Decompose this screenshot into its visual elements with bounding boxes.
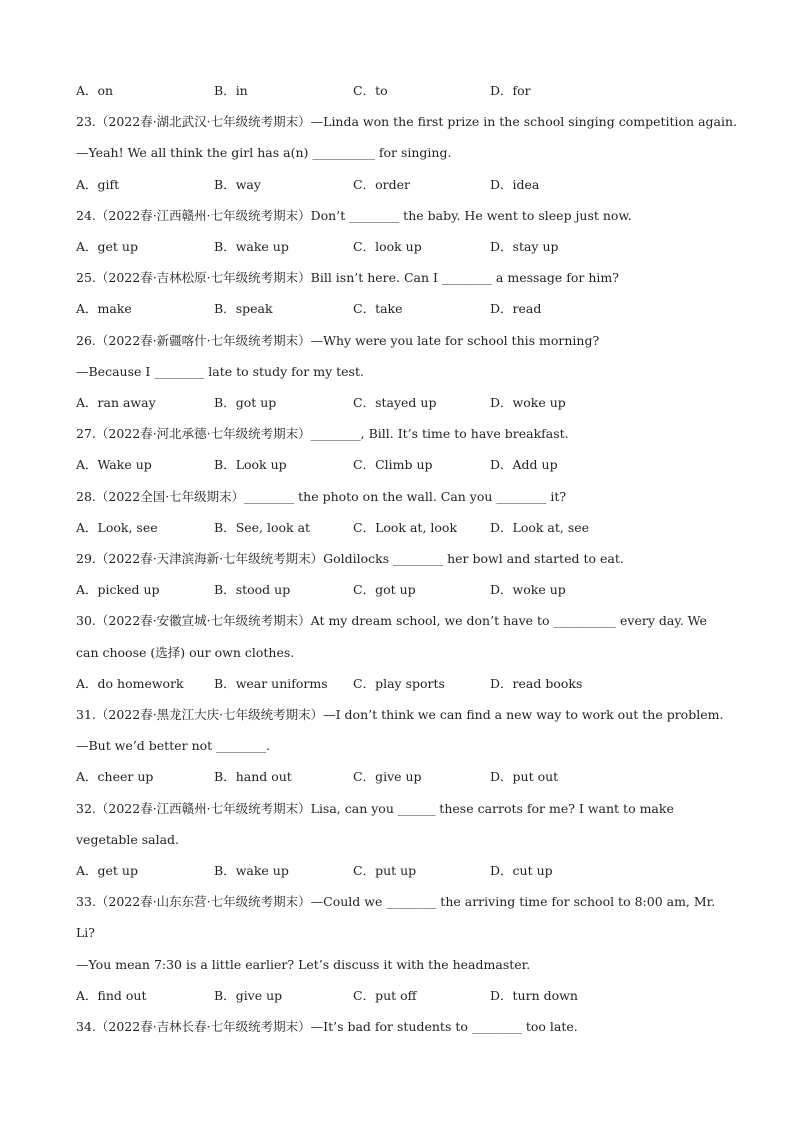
option-letter: A．	[76, 863, 98, 878]
option-letter: A．	[76, 519, 98, 535]
option-letter: C．	[353, 987, 376, 1003]
option-b	[214, 767, 292, 787]
option-b	[214, 580, 290, 600]
question-text: 31.（2022春·黑龙江大庆·七年级统考期末）—I don’t think we can find a new way to work out the problem.	[76, 707, 724, 722]
option-text: wake up	[235, 863, 289, 878]
option-c	[353, 81, 388, 101]
option-b	[214, 81, 248, 101]
question-text: 33.（2022春·山东东营·七年级统考期末）—Could we ________ the arriving time for school to 8:00 am, Mr.	[76, 894, 716, 910]
option-text: gift	[97, 176, 120, 192]
option-b	[214, 175, 261, 195]
option-letter: D．	[490, 675, 513, 691]
option-text: give up	[235, 987, 283, 1003]
question-stem	[76, 268, 726, 288]
question-text: 32.（2022春·江西赣州·七年级统考期末）Lisa, can you ______ these carrots for me? I want to make	[76, 800, 674, 816]
question-text: 23.（2022春·湖北武汉·七年级统考期末）—Linda won the first prize in the school singing competition again.	[76, 114, 738, 130]
option-c	[353, 861, 416, 881]
answer-options	[76, 986, 726, 1006]
question-stem	[76, 424, 726, 444]
option-text: Look at, see	[512, 519, 590, 535]
option-letter: C．	[353, 301, 376, 317]
option-text: wake up	[235, 239, 289, 254]
option-text: look up	[375, 239, 422, 254]
option-c	[353, 986, 417, 1006]
option-text: Look, see	[97, 519, 158, 535]
option-letter: B．	[214, 769, 236, 785]
question-text: 29.（2022春·天津滨海新·七年级统考期末）Goldilocks ________ her bowl and started to eat.	[76, 551, 624, 566]
question-text: 26.（2022春·新疆喀什·七年级统考期末）—Why were you late for school this morning?	[76, 332, 600, 348]
option-text: picked up	[97, 582, 160, 598]
answer-options	[76, 81, 726, 101]
option-letter: D．	[490, 395, 513, 410]
option-d	[490, 299, 541, 319]
option-c	[353, 393, 436, 413]
option-c	[353, 767, 422, 787]
answer-options	[76, 674, 726, 694]
option-letter: A．	[76, 987, 98, 1003]
option-text: put off	[375, 987, 417, 1003]
option-d	[490, 393, 566, 413]
option-letter: A．	[76, 457, 98, 473]
question-stem	[76, 487, 726, 507]
question-stem	[76, 799, 726, 819]
question-line	[76, 362, 726, 382]
question-text: 27.（2022春·河北承德·七年级统考期末）________, Bill. It’s time to have breakfast.	[76, 426, 569, 442]
option-b	[214, 518, 310, 538]
option-text: hand out	[235, 769, 292, 785]
option-text: get up	[97, 863, 138, 878]
option-letter: C．	[353, 519, 376, 535]
option-letter: A．	[76, 675, 98, 691]
option-c	[353, 455, 433, 475]
option-letter: D．	[490, 457, 513, 473]
option-letter: B．	[214, 457, 236, 473]
option-c	[353, 237, 422, 257]
question-stem	[76, 705, 726, 725]
option-letter: D．	[490, 239, 513, 254]
option-b	[214, 986, 282, 1006]
option-c	[353, 299, 403, 319]
option-letter: B．	[214, 519, 236, 535]
question-text: can choose (选择) our own clothes.	[76, 644, 295, 660]
option-text: in	[235, 83, 248, 98]
option-text: speak	[235, 301, 273, 317]
option-text: put up	[375, 863, 417, 878]
option-b	[214, 861, 289, 881]
option-letter: A．	[76, 769, 98, 785]
option-letter: C．	[353, 83, 376, 98]
option-text: turn down	[512, 987, 578, 1003]
option-c	[353, 674, 445, 694]
option-b	[214, 237, 289, 257]
option-letter: A．	[76, 301, 98, 317]
question-stem	[76, 549, 726, 569]
option-letter: A．	[76, 582, 98, 598]
question-line	[76, 955, 726, 975]
option-letter: B．	[214, 83, 236, 98]
option-a	[76, 393, 156, 413]
answer-options	[76, 393, 726, 413]
option-a	[76, 299, 132, 319]
option-text: Add up	[512, 457, 558, 473]
option-d	[490, 674, 582, 694]
option-letter: B．	[214, 582, 236, 598]
option-letter: C．	[353, 769, 376, 785]
option-text: read books	[512, 675, 583, 691]
question-line	[76, 143, 726, 163]
answer-options	[76, 518, 726, 538]
option-text: cheer up	[97, 769, 154, 785]
option-d	[490, 81, 531, 101]
question-stem	[76, 206, 726, 226]
question-stem	[76, 611, 726, 631]
option-text: play sports	[375, 675, 445, 691]
option-a	[76, 767, 153, 787]
option-a	[76, 861, 138, 881]
option-letter: C．	[353, 457, 376, 473]
option-letter: A．	[76, 176, 98, 192]
option-c	[353, 580, 416, 600]
option-c	[353, 518, 457, 538]
option-letter: C．	[353, 675, 376, 691]
option-text: do homework	[97, 675, 184, 691]
option-letter: A．	[76, 83, 98, 98]
option-text: Look at, look	[375, 519, 458, 535]
question-line	[76, 736, 726, 756]
option-text: to	[375, 83, 388, 98]
option-text: cut up	[512, 863, 553, 878]
option-text: put out	[512, 769, 559, 785]
option-text: give up	[375, 769, 422, 785]
option-b	[214, 455, 287, 475]
answer-options	[76, 175, 726, 195]
option-d	[490, 986, 578, 1006]
answer-options	[76, 455, 726, 475]
question-line	[76, 830, 726, 850]
option-letter: B．	[214, 239, 236, 254]
option-a	[76, 518, 158, 538]
question-text: —Because I ________ late to study for my test.	[76, 363, 364, 379]
answer-options	[76, 580, 726, 600]
option-b	[214, 674, 328, 694]
option-c	[353, 175, 410, 195]
option-text: read	[512, 301, 542, 317]
option-letter: B．	[214, 395, 236, 410]
option-letter: A．	[76, 395, 98, 410]
option-text: got up	[235, 395, 277, 410]
option-a	[76, 237, 138, 257]
option-text: wear uniforms	[235, 675, 328, 691]
question-stem	[76, 112, 738, 132]
option-d	[490, 767, 558, 787]
option-text: woke up	[512, 395, 566, 410]
option-letter: C．	[353, 395, 376, 410]
option-text: on	[97, 83, 114, 98]
option-letter: C．	[353, 863, 376, 878]
option-a	[76, 986, 147, 1006]
option-b	[214, 393, 276, 413]
option-text: Wake up	[97, 457, 152, 473]
option-text: idea	[512, 176, 540, 192]
option-letter: D．	[490, 176, 513, 192]
option-letter: B．	[214, 987, 236, 1003]
option-a	[76, 175, 119, 195]
question-line	[76, 923, 726, 943]
option-letter: D．	[490, 582, 513, 598]
answer-options	[76, 861, 726, 881]
option-letter: B．	[214, 176, 236, 192]
option-letter: B．	[214, 863, 236, 878]
option-letter: B．	[214, 675, 236, 691]
option-text: take	[375, 301, 403, 317]
option-text: ran away	[97, 395, 156, 410]
option-d	[490, 518, 589, 538]
option-letter: C．	[353, 582, 376, 598]
option-text: get up	[97, 239, 138, 254]
option-a	[76, 81, 113, 101]
option-text: stood up	[235, 582, 291, 598]
question-text: —But we’d better not ________.	[76, 738, 271, 754]
question-text: vegetable salad.	[76, 831, 179, 847]
option-letter: D．	[490, 769, 513, 785]
answer-options	[76, 237, 726, 257]
question-stem	[76, 331, 726, 351]
option-letter: C．	[353, 176, 376, 192]
option-d	[490, 455, 558, 475]
option-d	[490, 237, 559, 257]
question-text: 34.（2022春·吉林长春·七年级统考期末）—It’s bad for students to ________ too late.	[76, 1019, 578, 1034]
question-text: 28.（2022全国·七年级期末）________ the photo on the wall. Can you ________ it?	[76, 488, 567, 504]
option-text: woke up	[512, 582, 566, 598]
option-text: Look up	[235, 457, 287, 473]
option-letter: D．	[490, 863, 513, 878]
question-line	[76, 643, 726, 663]
question-stem	[76, 1017, 726, 1037]
option-text: stay up	[512, 239, 559, 254]
option-text: make	[97, 301, 132, 317]
option-a	[76, 580, 160, 600]
option-text: got up	[375, 582, 416, 598]
question-text: 24.（2022春·江西赣州·七年级统考期末）Don’t ________ the baby. He went to sleep just now.	[76, 207, 632, 223]
option-a	[76, 674, 184, 694]
option-d	[490, 580, 566, 600]
option-text: Climb up	[375, 457, 433, 473]
option-text: stayed up	[375, 395, 437, 410]
option-text: See, look at	[235, 519, 311, 535]
option-letter: C．	[353, 239, 376, 254]
question-stem	[76, 892, 726, 912]
question-text: Li?	[76, 925, 96, 941]
option-text: find out	[97, 987, 147, 1003]
option-a	[76, 455, 152, 475]
option-letter: D．	[490, 83, 513, 98]
answer-options	[76, 299, 726, 319]
question-text: —You mean 7:30 is a little earlier? Let’s discuss it with the headmaster.	[76, 956, 531, 972]
option-d	[490, 175, 539, 195]
question-text: —Yeah! We all think the girl has a(n) __________ for singing.	[76, 145, 452, 161]
option-letter: D．	[490, 301, 513, 317]
option-letter: D．	[490, 987, 513, 1003]
option-letter: D．	[490, 519, 513, 535]
option-letter: B．	[214, 301, 236, 317]
option-text: for	[512, 83, 531, 98]
question-text: 30.（2022春·安徽宣城·七年级统考期末）At my dream school, we don’t have to __________ every day. We	[76, 613, 707, 629]
option-text: order	[375, 176, 410, 192]
option-text: way	[235, 176, 261, 192]
option-d	[490, 861, 553, 881]
option-b	[214, 299, 273, 319]
answer-options	[76, 767, 726, 787]
question-text: 25.（2022春·吉林松原·七年级统考期末）Bill isn’t here. Can I ________ a message for him?	[76, 270, 619, 286]
option-letter: A．	[76, 239, 98, 254]
